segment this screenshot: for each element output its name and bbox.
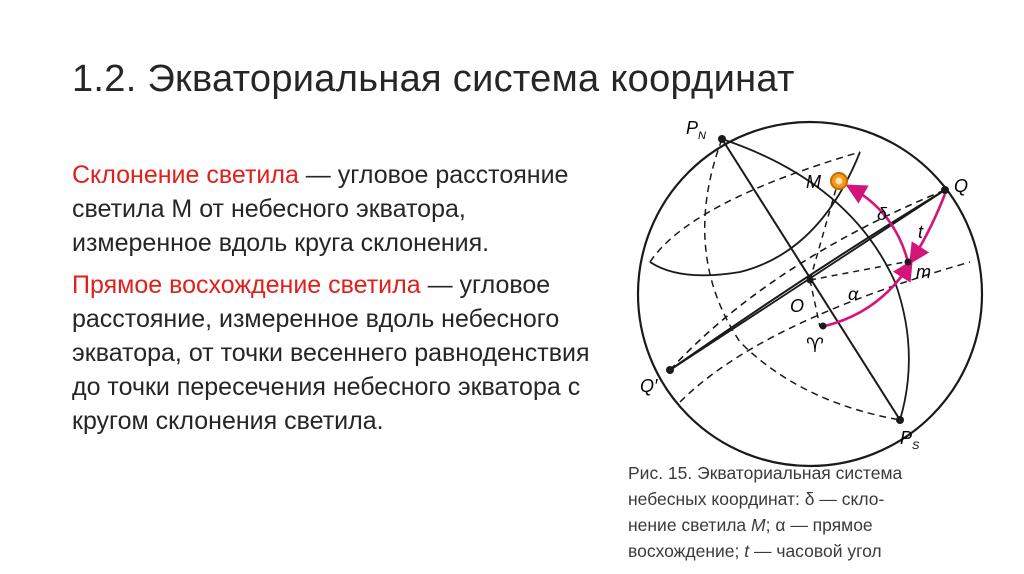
point-q [941,186,949,194]
caption-line-4 [628,538,1008,564]
caption-line-3 [628,512,1008,538]
caption-line-4a: восхождение; [628,541,745,561]
point-m [905,259,912,266]
label-q: Q [954,176,969,196]
label-alpha: α [848,284,859,304]
caption-line-3m: M [751,515,766,535]
definition-right-ascension-text: — угловое расстояние, измеренное вдоль небесного экватора, от точки весеннего равноденствия до точки пересечения небесного экватора с кругом склонения светила. [72,271,590,435]
label-t: t [918,222,924,242]
term-right-ascension: Прямое восхождение светила [72,271,421,299]
point-q-prime [666,366,674,374]
definition-declination-text: — угловое расстояние светила М от небесного экватора, измеренное вдоль круга склонения. [72,161,569,257]
term-declination: Склонение светила [72,161,299,189]
celestial-sphere-figure [620,112,1000,472]
slide-title: 1.2. Экваториальная система координат [72,58,795,100]
caption-line-2: небесных координат: δ — скло- [628,489,885,509]
label-ps: $P_S$ [900,428,920,452]
label-aries: ♈ [806,335,824,357]
caption-line-4b: — часовой угол [749,541,882,561]
point-aries [820,323,827,330]
label-o: O [790,296,805,316]
declination-parallel-back [650,152,860,262]
label-q-prime: Q′ [640,376,658,396]
point-ps [896,416,904,424]
figure-caption [628,460,1008,564]
label-delta: δ [877,204,888,224]
label-pn: $P_N$ [686,118,706,142]
celestial-sphere-diagram [620,112,1000,472]
caption-line-4t: t [744,541,750,561]
caption-line-1: Рис. 15. Экваториальная система [628,463,903,483]
definition-declination [72,158,612,260]
caption-line-3a: нение светила [628,515,752,535]
star-core [836,178,843,185]
hour-angle-arc [912,194,945,260]
caption-line-3b: ; α — прямое [765,515,873,535]
definitions [72,158,612,446]
point-o [807,277,814,284]
definition-right-ascension [72,268,612,438]
label-m: m [916,262,931,282]
label-star-m: M [806,172,821,192]
radius-o-m [810,262,905,280]
point-pn [718,135,726,143]
